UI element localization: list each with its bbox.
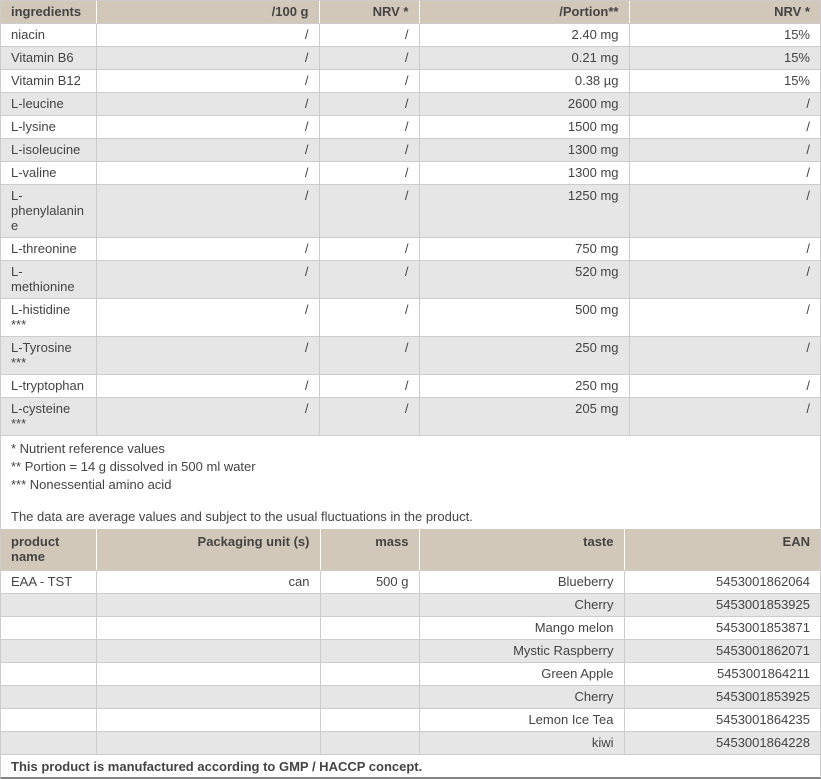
mass-cell: [320, 686, 419, 709]
header-ingredients: ingredients: [1, 1, 96, 24]
per-portion-cell: 250 mg: [419, 375, 629, 398]
nrv-portion-cell: /: [629, 337, 820, 375]
product-table-body: [1, 571, 820, 755]
product-row: [1, 709, 820, 732]
nrv-100g-cell: /: [319, 24, 419, 47]
ingredient-cell: L-lysine: [1, 116, 96, 139]
taste-cell: Green Apple: [419, 663, 624, 686]
ingredient-cell: niacin: [1, 24, 96, 47]
header-nrv-portion: NRV *: [629, 1, 820, 24]
product-row: [1, 663, 820, 686]
per-100g-cell: /: [96, 47, 319, 70]
header-packaging-unit: Packaging unit (s): [96, 529, 320, 571]
header-per-100g: /100 g: [96, 1, 319, 24]
ingredient-cell: Vitamin B12: [1, 70, 96, 93]
nrv-100g-cell: /: [319, 299, 419, 337]
ean-cell: 5453001862064: [624, 571, 820, 594]
ean-cell: 5453001864235: [624, 709, 820, 732]
header-mass: mass: [320, 529, 419, 571]
per-portion-cell: 520 mg: [419, 261, 629, 299]
header-ean: EAN: [624, 529, 820, 571]
footnote-nrv: * Nutrient reference values: [11, 441, 165, 456]
nrv-portion-cell: /: [629, 261, 820, 299]
nrv-100g-cell: /: [319, 70, 419, 93]
nrv-100g-cell: /: [319, 261, 419, 299]
ingredient-cell: L-valine: [1, 162, 96, 185]
ean-cell: 5453001853925: [624, 594, 820, 617]
nrv-portion-cell: /: [629, 139, 820, 162]
footnote-nonessential: *** Nonessential amino acid: [11, 477, 172, 492]
ingredient-cell: L-tryptophan: [1, 375, 96, 398]
ingredient-cell: L-leucine: [1, 93, 96, 116]
mass-cell: [320, 640, 419, 663]
ingredient-cell: L-Tyrosine ***: [1, 337, 96, 375]
ean-cell: 5453001853871: [624, 617, 820, 640]
taste-cell: Lemon Ice Tea: [419, 709, 624, 732]
nutrition-row: [1, 70, 820, 93]
packaging-cell: [96, 594, 320, 617]
product-row: [1, 686, 820, 709]
header-product-name: product name: [1, 529, 96, 571]
per-portion-cell: 2.40 mg: [419, 24, 629, 47]
nutrition-row: [1, 24, 820, 47]
packaging-cell: [96, 663, 320, 686]
header-taste: taste: [419, 529, 624, 571]
product-header-row: [1, 529, 820, 571]
product-name-cell: EAA - TST: [1, 571, 96, 594]
nutrition-header-row: [1, 1, 820, 24]
nrv-portion-cell: 15%: [629, 70, 820, 93]
nutrition-row: [1, 162, 820, 185]
taste-cell: Cherry: [419, 686, 624, 709]
ean-cell: 5453001864228: [624, 732, 820, 755]
per-100g-cell: /: [96, 375, 319, 398]
per-100g-cell: /: [96, 261, 319, 299]
ean-cell: 5453001864211: [624, 663, 820, 686]
taste-cell: Blueberry: [419, 571, 624, 594]
mass-cell: [320, 617, 419, 640]
product-name-cell: [1, 663, 96, 686]
nrv-portion-cell: /: [629, 116, 820, 139]
product-row: [1, 732, 820, 755]
mass-cell: [320, 709, 419, 732]
nutrition-row: [1, 93, 820, 116]
per-portion-cell: 1300 mg: [419, 139, 629, 162]
average-values-note: The data are average values and subject to the usual fluctuations in the product.: [11, 509, 473, 524]
nutrition-row: [1, 261, 820, 299]
nutrition-row: [1, 139, 820, 162]
product-table-header: [1, 529, 820, 571]
mass-cell: [320, 732, 419, 755]
nutrition-table-header: [1, 1, 820, 24]
nrv-100g-cell: /: [319, 337, 419, 375]
per-100g-cell: /: [96, 398, 319, 436]
nrv-100g-cell: /: [319, 375, 419, 398]
per-100g-cell: /: [96, 70, 319, 93]
per-portion-cell: 0.21 mg: [419, 47, 629, 70]
taste-cell: Mystic Raspberry: [419, 640, 624, 663]
per-100g-cell: /: [96, 116, 319, 139]
per-100g-cell: /: [96, 162, 319, 185]
footnote-spacer: [11, 494, 810, 508]
packaging-cell: [96, 617, 320, 640]
nutrition-row: [1, 299, 820, 337]
nutrition-table: [1, 1, 820, 436]
nrv-100g-cell: /: [319, 93, 419, 116]
nrv-100g-cell: /: [319, 238, 419, 261]
footnotes-block: [1, 436, 820, 529]
ingredient-cell: L-isoleucine: [1, 139, 96, 162]
product-row: [1, 594, 820, 617]
mass-cell: [320, 594, 419, 617]
mass-cell: [320, 663, 419, 686]
packaging-cell: [96, 686, 320, 709]
nutrition-row: [1, 238, 820, 261]
taste-cell: kiwi: [419, 732, 624, 755]
packaging-cell: [96, 640, 320, 663]
per-portion-cell: 250 mg: [419, 337, 629, 375]
product-name-cell: [1, 709, 96, 732]
mass-cell: 500 g: [320, 571, 419, 594]
nrv-portion-cell: /: [629, 398, 820, 436]
ingredient-cell: L-phenylalanine: [1, 185, 96, 238]
per-100g-cell: /: [96, 185, 319, 238]
product-name-cell: [1, 732, 96, 755]
per-portion-cell: 2600 mg: [419, 93, 629, 116]
ean-cell: 5453001853925: [624, 686, 820, 709]
nrv-100g-cell: /: [319, 398, 419, 436]
nrv-100g-cell: /: [319, 116, 419, 139]
per-100g-cell: /: [96, 24, 319, 47]
footnote-portion: ** Portion = 14 g dissolved in 500 ml water: [11, 459, 256, 474]
nutrition-row: [1, 47, 820, 70]
taste-cell: Mango melon: [419, 617, 624, 640]
ean-cell: 5453001862071: [624, 640, 820, 663]
nutrition-table-body: [1, 24, 820, 436]
per-portion-cell: 1250 mg: [419, 185, 629, 238]
product-name-cell: [1, 617, 96, 640]
ingredient-cell: L-methionine: [1, 261, 96, 299]
nutrition-row: [1, 185, 820, 238]
nrv-portion-cell: /: [629, 375, 820, 398]
taste-cell: Cherry: [419, 594, 624, 617]
nrv-portion-cell: /: [629, 238, 820, 261]
per-portion-cell: 500 mg: [419, 299, 629, 337]
nrv-portion-cell: 15%: [629, 47, 820, 70]
nrv-100g-cell: /: [319, 47, 419, 70]
product-row: [1, 571, 820, 594]
nutrition-row: [1, 116, 820, 139]
per-100g-cell: /: [96, 299, 319, 337]
product-variants-table: [1, 529, 820, 754]
ingredient-cell: L-threonine: [1, 238, 96, 261]
per-portion-cell: 1300 mg: [419, 162, 629, 185]
nutrition-row: [1, 375, 820, 398]
product-name-cell: [1, 640, 96, 663]
header-nrv-100g: NRV *: [319, 1, 419, 24]
nrv-portion-cell: /: [629, 93, 820, 116]
nrv-portion-cell: /: [629, 299, 820, 337]
nrv-portion-cell: /: [629, 162, 820, 185]
per-100g-cell: /: [96, 337, 319, 375]
per-portion-cell: 1500 mg: [419, 116, 629, 139]
per-100g-cell: /: [96, 139, 319, 162]
nutrition-row: [1, 398, 820, 436]
product-row: [1, 617, 820, 640]
packaging-cell: can: [96, 571, 320, 594]
ingredient-cell: L-cysteine ***: [1, 398, 96, 436]
manufacturing-note: This product is manufactured according to GMP / HACCP concept.: [1, 754, 820, 777]
nutrition-row: [1, 337, 820, 375]
product-name-cell: [1, 594, 96, 617]
packaging-cell: [96, 732, 320, 755]
nrv-portion-cell: 15%: [629, 24, 820, 47]
ingredient-cell: L-histidine ***: [1, 299, 96, 337]
ingredient-cell: Vitamin B6: [1, 47, 96, 70]
header-per-portion: /Portion**: [419, 1, 629, 24]
nrv-100g-cell: /: [319, 139, 419, 162]
per-portion-cell: 750 mg: [419, 238, 629, 261]
nrv-100g-cell: /: [319, 185, 419, 238]
per-portion-cell: 0.38 µg: [419, 70, 629, 93]
product-name-cell: [1, 686, 96, 709]
nrv-portion-cell: /: [629, 185, 820, 238]
nrv-100g-cell: /: [319, 162, 419, 185]
per-100g-cell: /: [96, 93, 319, 116]
packaging-cell: [96, 709, 320, 732]
per-100g-cell: /: [96, 238, 319, 261]
product-row: [1, 640, 820, 663]
per-portion-cell: 205 mg: [419, 398, 629, 436]
